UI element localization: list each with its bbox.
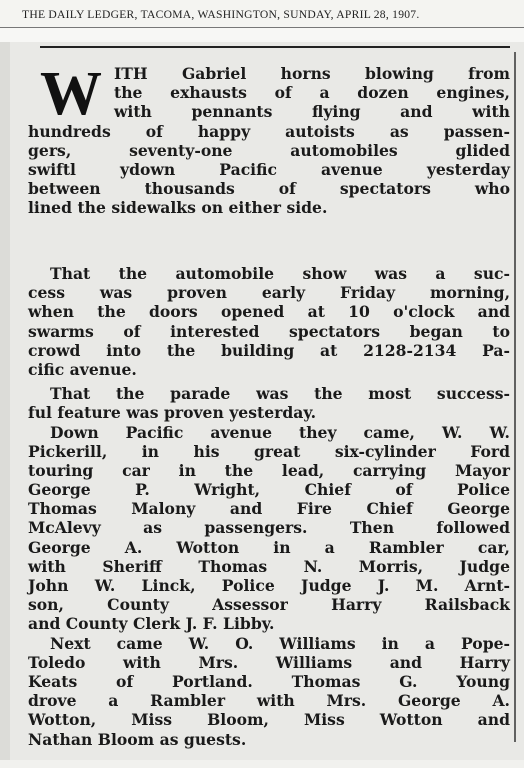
text-line: swarms of interested spectators began to [28,321,510,341]
text-line: ITH Gabriel horns blowing from [114,64,510,83]
page-edge [0,42,10,768]
paragraph-1 [28,60,510,256]
text-line: That the parade was the most success- [50,384,510,404]
text-line: the exhausts of a dozen engines, [114,83,510,103]
text-line: with Sheriff Thomas N. Morris, Judge [28,556,510,576]
text-line: cess was proven early Friday morning, [28,283,510,303]
column-top-rule [40,46,510,48]
text-line: Nathan Bloom as guests. [28,729,247,749]
text-line: crowd into the building at 2128-2134 Pa- [28,340,510,360]
column-divider [514,52,516,742]
text-line: Pickerill, in his great six-cylinder Ford [28,441,510,461]
text-line: touring car in the lead, carrying Mayor [28,460,510,480]
text-line: Next came W. O. Williams in a Pope- [50,633,510,653]
drop-cap: W [40,60,102,128]
paragraph-2 [28,264,510,379]
text-line: drove a Rambler with Mrs. George A. [28,691,510,711]
text-line: Thomas Malony and Fire Chief George [28,499,510,519]
masthead [0,0,524,28]
text-line: John W. Linck, Police Judge J. M. Arnt- [28,576,510,595]
paragraph-5 [28,634,510,749]
text-line: George P. Wright, Chief of Police [28,480,510,500]
text-line: son, County Assessor Harry Railsback [28,595,510,615]
text-line: between thousands of spectators who [28,179,510,199]
text-line: Keats of Portland. Thomas G. Young [28,671,510,691]
text-line: cific avenue. [28,359,137,379]
text-line: Down Pacific avenue they came, W. W. [50,422,510,442]
text-line: swiftl ydown Pacific avenue yesterday [28,159,510,179]
text-line: McAlevy as passengers. Then followed [28,518,510,538]
bottom-margin [0,760,524,768]
top-margin [0,28,524,42]
text-line: and County Clerk J. F. Libby. [28,614,275,634]
text-line: hundreds of happy autoists as passen- [28,121,510,141]
text-line: ful feature was proven yesterday. [28,403,317,423]
text-line: when the doors opened at 10 o'clock and [28,302,510,322]
text-line: with pennants flying and with [114,102,510,122]
article-body [28,60,510,749]
text-line: gers, seventy-one automobiles glided [28,140,510,160]
masthead-text: THE DAILY LEDGER, TACOMA, WASHINGTON, SUNDAY, APRIL 28, 1907. [22,8,420,21]
text-line: lined the sidewalks on either side. [28,198,328,218]
text-line: Toledo with Mrs. Williams and Harry [28,652,510,672]
text-line: That the automobile show was a suc- [50,264,510,283]
paragraph-3 [28,384,510,422]
text-line: Wotton, Miss Bloom, Miss Wotton and [28,710,510,730]
text-line: George A. Wotton in a Rambler car, [28,537,510,557]
paragraph-4 [28,423,510,634]
